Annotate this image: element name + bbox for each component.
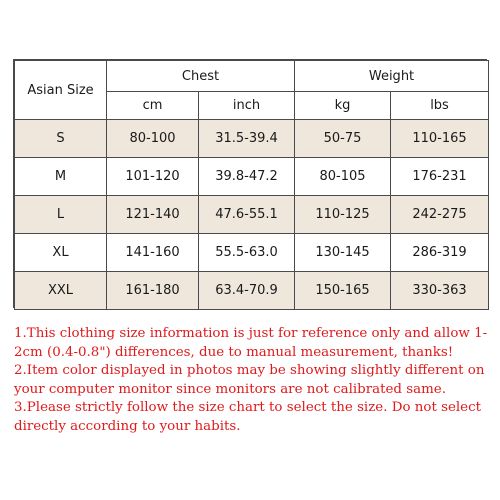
weight-kg-cell: 80-105 — [295, 158, 391, 196]
table-row — [15, 120, 489, 158]
weight-kg-cell: 150-165 — [295, 272, 391, 310]
size-cell: M — [15, 158, 107, 196]
note-follow-chart: 3.Please strictly follow the size chart to select the size. Do not select directly according to your habits. — [14, 400, 481, 434]
size-column-header: Asian Size — [15, 61, 107, 120]
table-row — [15, 272, 489, 310]
size-cell: L — [15, 196, 107, 234]
chest-cm-cell: 161-180 — [107, 272, 199, 310]
note-color: 2.Item color displayed in photos may be showing slightly different on your computer monitor since monitors are not calibrated same. — [14, 363, 485, 397]
chest-inch-cell: 63.4-70.9 — [199, 272, 295, 310]
table-row — [15, 158, 489, 196]
size-table — [14, 60, 489, 310]
size-cell: XXL — [15, 272, 107, 310]
chest-cm-cell: 101-120 — [107, 158, 199, 196]
unit-header-kg: kg — [295, 92, 391, 120]
weight-kg-cell: 130-145 — [295, 234, 391, 272]
weight-lbs-cell: 330-363 — [391, 272, 489, 310]
chest-inch-cell: 31.5-39.4 — [199, 120, 295, 158]
weight-kg-cell: 110-125 — [295, 196, 391, 234]
size-cell: S — [15, 120, 107, 158]
chest-cm-cell: 141-160 — [107, 234, 199, 272]
table-row — [15, 196, 489, 234]
weight-lbs-cell: 286-319 — [391, 234, 489, 272]
unit-header-lbs: lbs — [391, 92, 489, 120]
chest-group-header: Chest — [107, 61, 295, 92]
note-reference: 1.This clothing size information is just for reference only and allow 1-2cm (0.4-0.8") differences, due to manual measurement, thanks! — [14, 326, 488, 360]
weight-kg-cell: 50-75 — [295, 120, 391, 158]
weight-group-header: Weight — [295, 61, 489, 92]
chest-inch-cell: 47.6-55.1 — [199, 196, 295, 234]
size-chart-table — [13, 59, 487, 308]
size-cell: XL — [15, 234, 107, 272]
size-notes — [14, 325, 490, 437]
weight-lbs-cell: 176-231 — [391, 158, 489, 196]
table-row — [15, 234, 489, 272]
chest-inch-cell: 55.5-63.0 — [199, 234, 295, 272]
weight-lbs-cell: 242-275 — [391, 196, 489, 234]
weight-lbs-cell: 110-165 — [391, 120, 489, 158]
chest-inch-cell: 39.8-47.2 — [199, 158, 295, 196]
chest-cm-cell: 80-100 — [107, 120, 199, 158]
unit-header-cm: cm — [107, 92, 199, 120]
chest-cm-cell: 121-140 — [107, 196, 199, 234]
unit-header-inch: inch — [199, 92, 295, 120]
